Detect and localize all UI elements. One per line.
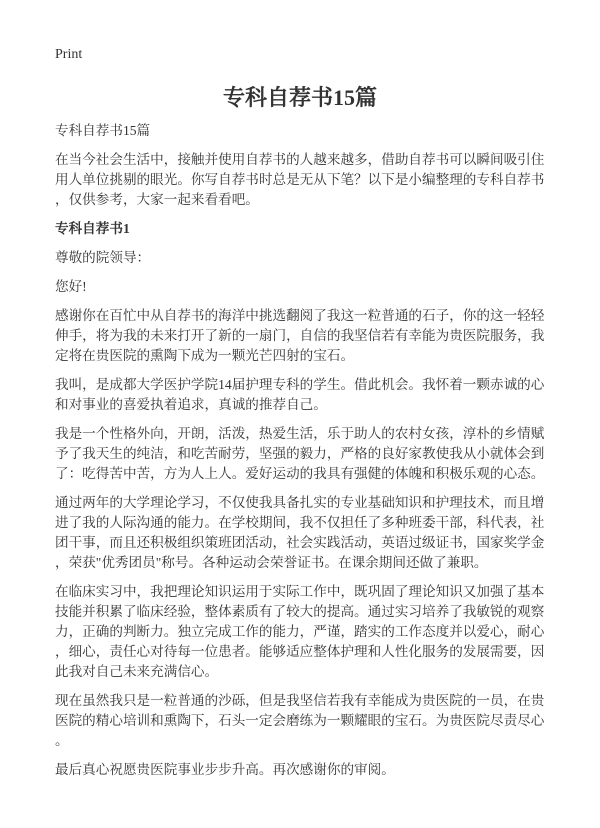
closing-paragraph: 最后真心祝愿贵医院事业步步升高。再次感谢你的审阅。 <box>55 762 395 777</box>
print-button[interactable]: Print <box>55 47 83 62</box>
greeting: 您好! <box>55 279 87 294</box>
intro-paragraph: 在当今社会生活中，接触并使用自荐书的人越来越多，借助自荐书可以瞬间吸引住用人单位挑剔的眼光。你写自荐书时总是无从下笔？以下是小编整理的专科自荐书，仅供参考，大家一起来看看吧。 <box>55 152 545 207</box>
body-paragraph: 我叫，是成都大学医护学院14届护理专科的学生。借此机会。我怀着一颗赤诚的心和对事业的喜爱执着追求，真诚的推荐自己。 <box>55 377 545 412</box>
document-subtitle: 专科自荐书15篇 <box>55 123 151 138</box>
body-paragraph: 现在虽然我只是一粒普通的沙砾，但是我坚信若我有幸能成为贵医院的一员，在贵医院的精心培训和熏陶下，石头一定会磨练为一颗耀眼的宝石。为贵医院尽责尽心。 <box>55 693 545 748</box>
body-paragraph: 在临床实习中，我把理论知识运用于实际工作中，既巩固了理论知识又加强了基本技能并积累了临床经验，整体素质有了较大的提高。通过实习培养了我敏锐的观察力，正确的判断力。独立完成工作的能力，严谨，踏实的工作态度并以爱心，耐心，细心，责任心对待每一位患者。能够适应整体护理和人性化服务的发展需要，因此我对自己未来充满信心。 <box>55 584 545 679</box>
body-paragraph: 通过两年的大学理论学习，不仅使我具备扎实的专业基础知识和护理技术，而且增进了我的人际沟通的能力。在学校期间，我不仅担任了多种班委干部，科代表，社团干事，而且还积极组织策班团活动，社会实践活动，英语过级证书，国家奖学金，荣获"优秀团员"称号。各种运动会荣誉证书。在课余期间还做了兼职。 <box>55 495 545 570</box>
page-title: 专科自荐书15篇 <box>222 85 377 110</box>
section-heading: 专科自荐书1 <box>55 221 130 236</box>
body-paragraph: 我是一个性格外向，开朗，活泼，热爱生活，乐于助人的农村女孩，淳朴的乡情赋予了我天生的纯洁，和吃苦耐劳，坚强的毅力，严格的良好家教使我从小就体会到了：吃得苦中苦，方为人上人。爱好运动的我具有强健的体魄和积极乐观的心态。 <box>55 426 545 481</box>
body-paragraph: 感谢你在百忙中从自荐书的海洋中挑选翻阅了我这一粒普通的石子，你的这一轻轻伸手，将为我的未来打开了新的一扇门，自信的我坚信若有幸能为贵医院服务，我定将在贵医院的熏陶下成为一颗光芒四射的宝石。 <box>55 308 545 363</box>
salutation: 尊敬的院领导： <box>55 250 151 265</box>
